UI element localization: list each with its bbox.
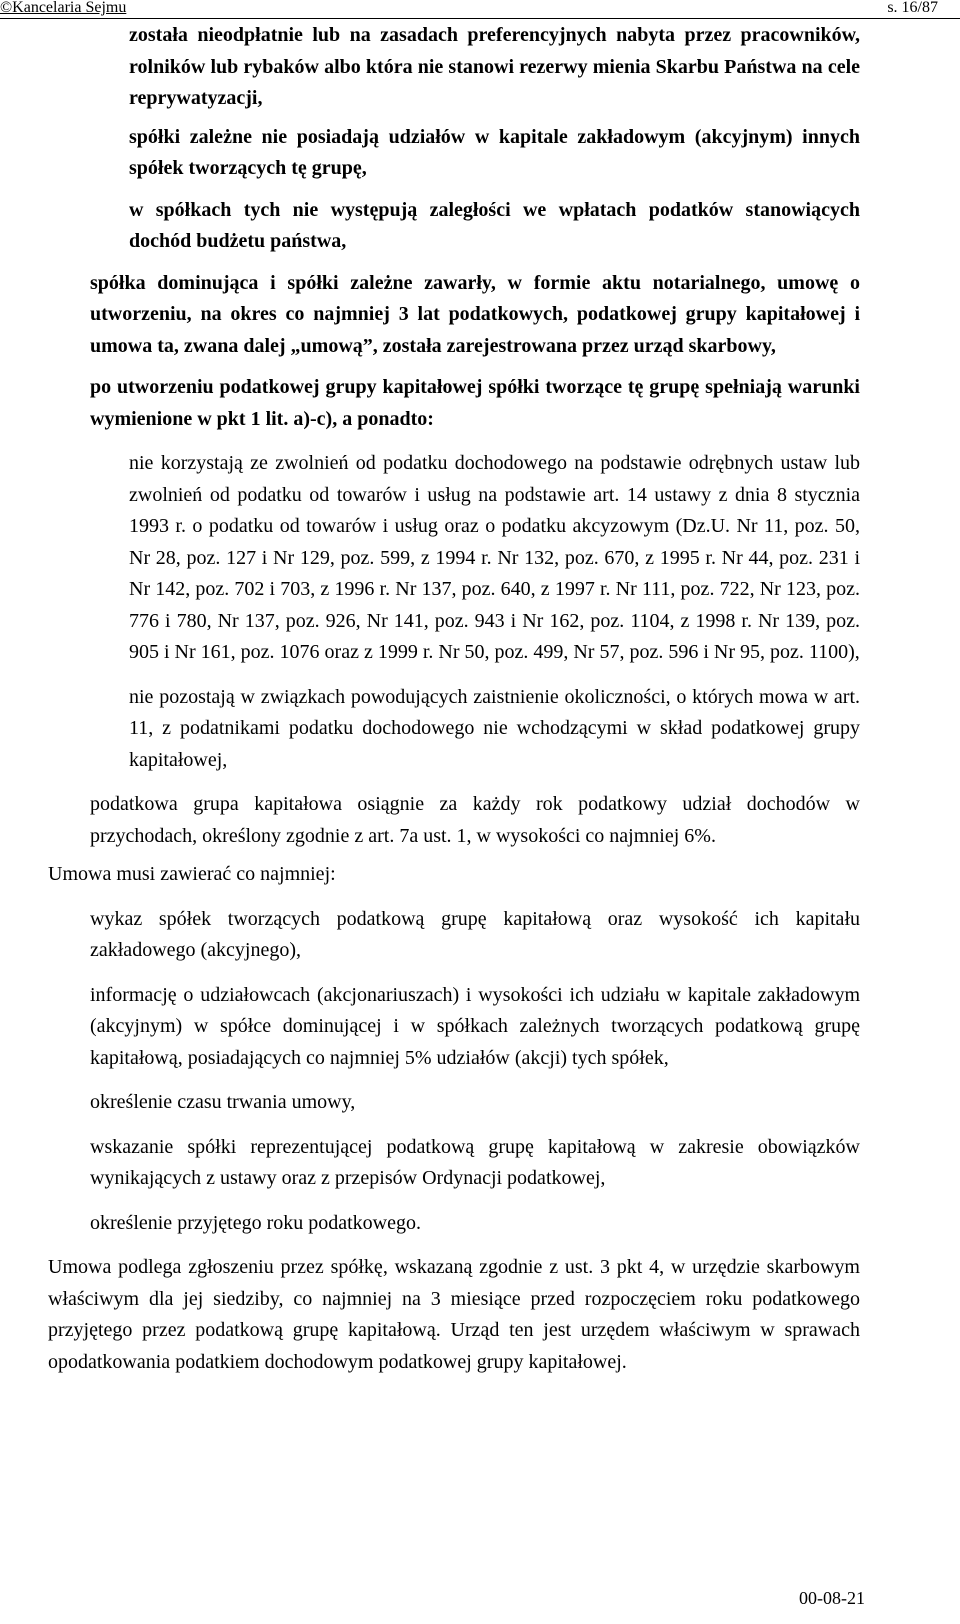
- document-body: [0, 20, 960, 1378]
- list-item: [0, 268, 960, 363]
- list-item: [0, 1087, 960, 1119]
- page-number: s. 16/87: [887, 0, 938, 16]
- page-footer-date: 00-08-21: [799, 1588, 865, 1608]
- page-header: [0, 0, 960, 19]
- section-item: [0, 1252, 960, 1378]
- item-text: nie korzystają ze zwolnień od podatku dochodowego na podstawie odrębnych ustaw lub zwolnień od podatku od towarów i usług na podstawie art. 14 ustawy z dnia 8 stycznia 1993 r. o podatku od towarów i usług oraz o podatku akcyzowym (Dz.U. Nr 11, poz. 50, Nr 28, poz. 127 i Nr 129, poz. 599, z 1994 r. Nr 132, poz. 670, z 1995 r. Nr 44, poz. 231 i Nr 142, poz. 702 i 703, z 1996 r. Nr 137, poz. 640, z 1997 r. Nr 111, poz. 722, Nr 123, poz. 776 i 780, Nr 137, poz. 926, Nr 141, poz. 943 i Nr 162, poz. 1104, z 1998 r. Nr 139, poz. 905 i Nr 161, poz. 1076 oraz z 1999 r. Nr 50, poz. 499, Nr 57, poz. 596 i Nr 95, poz. 1100),: [129, 452, 860, 663]
- item-text: nie pozostają w związkach powodujących zaistnienie okoliczności, o których mowa w art. 11, z podatnikami podatku dochodowego nie wchodzącymi w skład podatkowej grupy kapitałowej,: [129, 685, 860, 771]
- list-item: [0, 980, 960, 1075]
- list-item: [0, 122, 960, 185]
- item-text: wskazanie spółki reprezentującej podatkową grupę kapitałową w zakresie obowiązków wynikających z ustawy oraz z przepisów Ordynacji podatkowej,: [90, 1135, 860, 1189]
- item-text: informację o udziałowcach (akcjonariuszach) i wysokości ich udziału w kapitale zakładowym (akcyjnym) w spółce dominującej i w spółkach zależnych tworzących podatkową grupę kapitałową, posiadających co najmniej 5% udziałów (akcji) tych spółek,: [90, 983, 860, 1069]
- item-text: określenie przyjętego roku podatkowego.: [90, 1211, 422, 1234]
- copyright-link[interactable]: ©Kancelaria Sejmu: [0, 0, 127, 16]
- item-text: spółki zależne nie posiadają udziałów w kapitale zakładowym (akcyjnym) innych spółek tworzących tę grupę,: [129, 125, 860, 179]
- item-text: po utworzeniu podatkowej grupy kapitałowej spółki tworzące tę grupę spełniają warunki wymienione w pkt 1 lit. a)-c), a ponadto:: [90, 376, 860, 430]
- section-text: Umowa podlega zgłoszeniu przez spółkę, wskazaną zgodnie z ust. 3 pkt 4, w urzędzie skarbowym właściwym dla jej siedziby, co najmniej na 3 miesiące przed rozpoczęciem roku podatkowego przyjętego przez podatkową grupę kapitałową. Urząd ten jest urzędem właściwym w sprawach opodatkowania podatkiem dochodowym podatkowej grupy kapitałowej.: [48, 1256, 860, 1373]
- item-text: została nieodpłatnie lub na zasadach preferencyjnych nabyta przez pracowników, rolników lub rybaków albo która nie stanowi rezerwy mienia Skarbu Państwa na cele reprywatyzacji,: [129, 24, 860, 109]
- item-text: w spółkach tych nie występują zaległości we wpłatach podatków stanowiących dochód budżetu państwa,: [129, 198, 860, 252]
- item-text: podatkowa grupa kapitałowa osiągnie za każdy rok podatkowy udział dochodów w przychodach, określony zgodnie z art. 7a ust. 1, w wysokości co najmniej 6%.: [90, 793, 860, 847]
- list-item: [0, 372, 960, 435]
- item-text: określenie czasu trwania umowy,: [90, 1091, 356, 1113]
- list-item: [0, 682, 960, 777]
- list-item: [0, 448, 960, 669]
- list-item: [0, 20, 960, 115]
- list-item: [0, 1132, 960, 1195]
- list-item: [0, 195, 960, 258]
- item-text: spółka dominująca i spółki zależne zawarły, w formie aktu notarialnego, umowę o utworzeniu, na okres co najmniej 3 lat podatkowych, podatkowej grupy kapitałowej i umowa ta, zwana dalej „umową”, została zarejestrowana przez urząd skarbowy,: [90, 271, 860, 357]
- list-item: [0, 904, 960, 967]
- section-text: Umowa musi zawierać co najmniej:: [48, 863, 336, 885]
- list-item: [0, 789, 960, 852]
- list-item: [0, 1208, 960, 1240]
- section-item: [0, 859, 960, 891]
- item-text: wykaz spółek tworzących podatkową grupę kapitałową oraz wysokość ich kapitału zakładowego (akcyjnego),: [90, 907, 860, 961]
